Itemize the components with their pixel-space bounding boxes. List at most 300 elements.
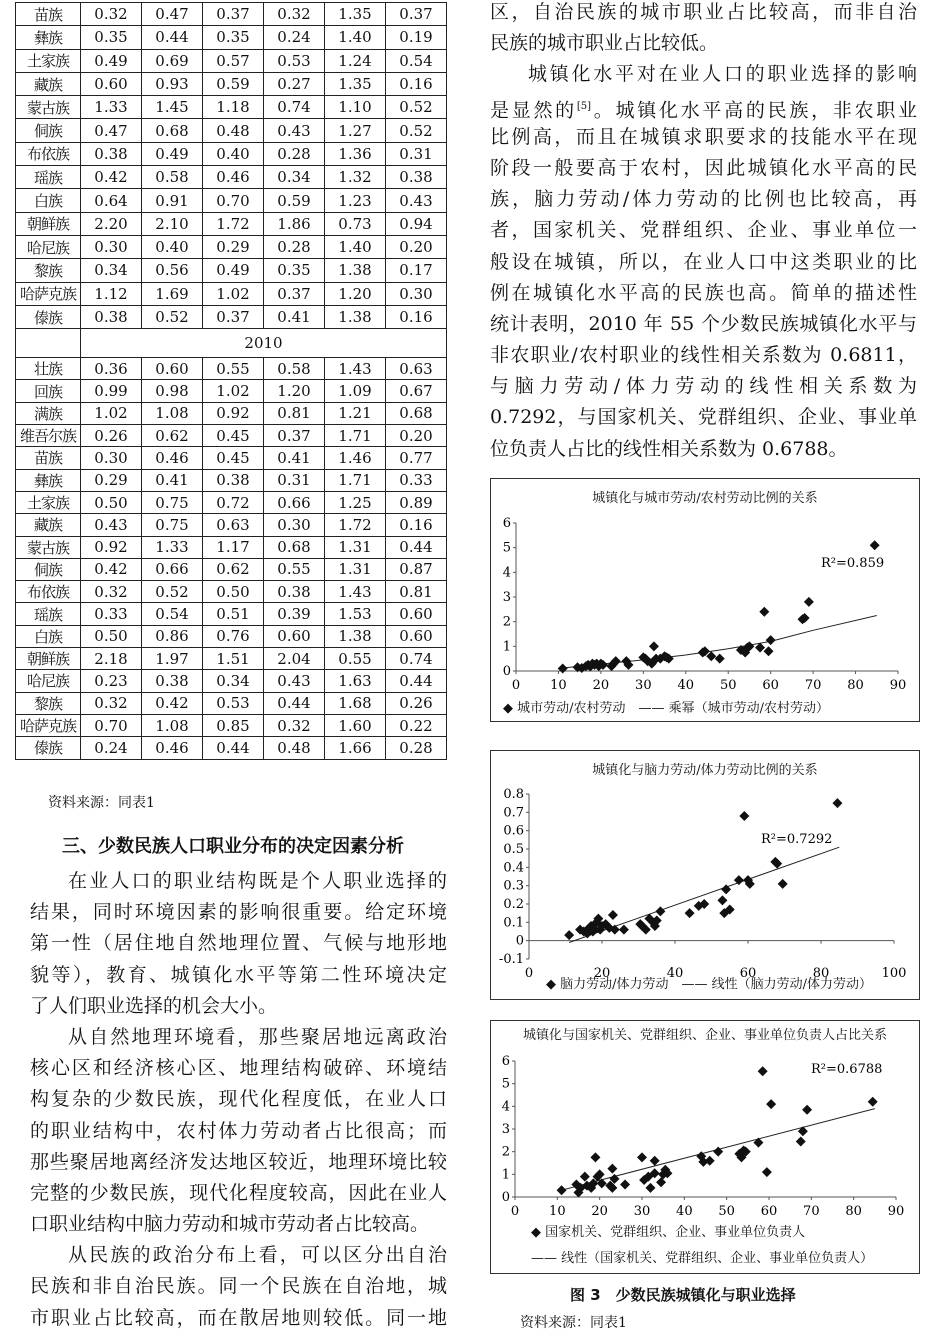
data-point <box>564 930 574 940</box>
table-cell: 0.44 <box>386 536 447 558</box>
x-tick-label: 0 <box>524 966 534 981</box>
text-line: 那些聚居地离经济发达地区较近，地理环境比较 <box>30 1150 447 1173</box>
line-marker-icon: —— <box>531 1251 562 1266</box>
text-line: 结果，同时环境因素的影响很重要。给定环境 <box>30 901 447 924</box>
table-row <box>16 259 447 282</box>
table-cell: 0.50 <box>203 581 264 603</box>
table-cell: 0.86 <box>142 625 203 647</box>
text-line: 阶段一般要高于农村，因此城镇化水平高的民 <box>490 156 917 179</box>
table-cell: 0.46 <box>142 737 203 759</box>
table-cell: 0.68 <box>386 402 447 424</box>
table-row <box>16 26 447 49</box>
table-cell: 0.24 <box>264 26 325 49</box>
table-cell: 0.43 <box>264 119 325 142</box>
legend-label: 线性（脑力劳动/体力劳动） <box>711 977 873 992</box>
x-tick-label: 80 <box>845 1204 862 1219</box>
table-cell: 0.45 <box>203 447 264 469</box>
data-point <box>645 1183 655 1193</box>
data-point <box>717 895 727 905</box>
ethnic-group-cell: 苗族 <box>16 447 81 469</box>
table-cell: 0.38 <box>142 670 203 692</box>
table-cell: 0.37 <box>203 3 264 26</box>
table-cell: 1.17 <box>203 536 264 558</box>
table-cell: 1.72 <box>203 212 264 235</box>
y-tick-label: 5 <box>501 1076 510 1092</box>
data-point <box>766 635 776 645</box>
ethnic-group-cell: 白族 <box>16 189 81 212</box>
table-cell: 0.34 <box>81 259 142 282</box>
y-tick-label: 0.6 <box>503 823 524 839</box>
figure-source: 资料来源：同表1 <box>520 1315 627 1331</box>
data-point <box>802 1105 812 1115</box>
table-cell: 0.85 <box>203 714 264 736</box>
table-cell: 0.20 <box>386 425 447 447</box>
table-cell: 0.58 <box>264 358 325 380</box>
table-cell: 1.72 <box>325 514 386 536</box>
ethnic-group-cell: 苗族 <box>16 3 81 26</box>
table-cell: 0.26 <box>386 692 447 714</box>
table-cell: 0.37 <box>203 305 264 328</box>
x-tick-label: 0 <box>511 678 521 693</box>
ethnic-group-cell: 彝族 <box>16 469 81 491</box>
table-cell: 0.76 <box>203 625 264 647</box>
y-tick-label: 0.2 <box>503 897 524 912</box>
table-cell: 1.25 <box>325 491 386 513</box>
table-row <box>16 491 447 513</box>
table-cell: 0.99 <box>81 380 142 402</box>
line-marker-icon: —— <box>625 701 669 716</box>
legend-series <box>531 1221 805 1240</box>
table-cell: 0.27 <box>264 72 325 95</box>
table-cell: 1.23 <box>325 189 386 212</box>
ethnic-group-cell: 布依族 <box>16 581 81 603</box>
ethnic-group-cell: 蒙古族 <box>16 536 81 558</box>
table-cell: 0.41 <box>142 469 203 491</box>
table-row <box>16 536 447 558</box>
table-cell: 1.20 <box>264 380 325 402</box>
table-cell: 0.28 <box>264 142 325 165</box>
table-cell: 0.66 <box>142 558 203 580</box>
data-point <box>758 1066 768 1076</box>
table-cell: 0.32 <box>264 3 325 26</box>
table-cell: 1.02 <box>81 402 142 424</box>
table-cell: 0.45 <box>203 425 264 447</box>
table-cell: 2.18 <box>81 648 142 670</box>
x-tick-label: 80 <box>812 966 830 981</box>
text-line: 市职业占比较高，而在散居地则较低。同一地 <box>30 1306 447 1329</box>
table-cell: 0.37 <box>264 282 325 305</box>
table-cell: 1.71 <box>325 425 386 447</box>
table-row <box>16 737 447 759</box>
table-cell: 1.02 <box>203 282 264 305</box>
data-point <box>656 1177 666 1187</box>
data-point <box>759 607 769 617</box>
table-cell: 0.68 <box>264 536 325 558</box>
x-tick-label: 90 <box>887 1204 905 1219</box>
data-point <box>796 1136 806 1146</box>
ethnic-group-cell: 傣族 <box>16 305 81 328</box>
table-cell: 1.27 <box>325 119 386 142</box>
table-cell: 0.50 <box>81 625 142 647</box>
table-cell: 1.08 <box>142 402 203 424</box>
x-tick-label: 60 <box>739 966 757 981</box>
table-cell: 0.74 <box>264 96 325 119</box>
table-row <box>16 603 447 625</box>
table-cell: 0.38 <box>386 166 447 189</box>
line-marker-icon: —— <box>668 977 712 992</box>
data-point <box>870 540 880 550</box>
table-cell: 0.42 <box>142 692 203 714</box>
left-body-text <box>30 866 447 1334</box>
table-cell: 1.40 <box>325 235 386 258</box>
y-tick-label: 0 <box>502 664 511 679</box>
y-tick-label: 2 <box>502 614 511 630</box>
text-line: 统计表明，2010 年 55 个少数民族城镇化水平与 <box>490 312 917 335</box>
table-cell: 0.54 <box>142 603 203 625</box>
data-point <box>607 1164 617 1174</box>
table-cell: 1.46 <box>325 447 386 469</box>
text-line: 了人们职业选择的机会大小。 <box>30 994 278 1017</box>
ethnic-group-cell: 土家族 <box>16 491 81 513</box>
y-tick-label: 3 <box>502 590 511 605</box>
table-cell: 0.22 <box>386 714 447 736</box>
ethnic-group-cell: 哈尼族 <box>16 670 81 692</box>
data-point <box>620 1180 630 1190</box>
data-point <box>766 1099 776 1109</box>
table-cell: 0.94 <box>386 212 447 235</box>
table-cell: 1.09 <box>325 380 386 402</box>
table-cell: 0.30 <box>81 447 142 469</box>
table-cell: 0.55 <box>325 648 386 670</box>
table-cell: 0.35 <box>81 26 142 49</box>
text-line: 非农职业/农村职业的线性相关系数为 0.6811， <box>490 344 917 367</box>
table-cell: 0.52 <box>142 305 203 328</box>
ethnic-group-cell: 布依族 <box>16 142 81 165</box>
table-cell: 0.30 <box>264 514 325 536</box>
data-point <box>804 597 814 607</box>
data-point <box>637 1152 647 1162</box>
table-cell: 0.38 <box>81 142 142 165</box>
text-line: 核心区和经济核心区、地理结构破碎、环境结 <box>30 1057 447 1080</box>
table-cell: 0.44 <box>203 737 264 759</box>
y-tick-label: 6 <box>502 516 511 531</box>
table-cell: 0.17 <box>386 259 447 282</box>
table-cell: 0.40 <box>203 142 264 165</box>
data-point <box>715 654 725 664</box>
table-cell: 1.51 <box>203 648 264 670</box>
table-cell: 1.32 <box>325 166 386 189</box>
ethnic-group-cell: 哈萨克族 <box>16 714 81 736</box>
ethnic-group-cell: 黎族 <box>16 259 81 282</box>
table-cell: 0.68 <box>142 119 203 142</box>
table-cell: 0.77 <box>386 447 447 469</box>
table-row <box>16 358 447 380</box>
table-cell: 0.58 <box>142 166 203 189</box>
table-row <box>16 558 447 580</box>
table-cell: 0.63 <box>386 358 447 380</box>
y-tick-label: 0.3 <box>503 878 524 894</box>
table-cell: 1.63 <box>325 670 386 692</box>
data-point <box>778 879 788 889</box>
table-cell: 0.24 <box>81 737 142 759</box>
table-cell: 0.32 <box>264 714 325 736</box>
table-cell: 0.41 <box>264 447 325 469</box>
table-cell: 1.68 <box>325 692 386 714</box>
table-cell: 0.33 <box>81 603 142 625</box>
table-cell: 1.36 <box>325 142 386 165</box>
table-cell: 1.33 <box>81 96 142 119</box>
table-cell: 0.55 <box>203 358 264 380</box>
x-tick-label: 50 <box>719 678 737 693</box>
table-cell: 0.52 <box>386 119 447 142</box>
text-line: 比例高，而且在城镇求职要求的技能水平在现 <box>490 125 917 148</box>
table-cell: 1.02 <box>203 380 264 402</box>
table-cell: 0.32 <box>81 3 142 26</box>
table-cell: 1.24 <box>325 49 386 72</box>
table-cell: 0.62 <box>203 558 264 580</box>
right-body-text <box>490 0 917 465</box>
text-line: 般设在城镇，所以，在业人口中这类职业的比 <box>490 250 917 273</box>
diamond-marker-icon: ◆ <box>546 977 561 992</box>
table-cell: 0.16 <box>386 514 447 536</box>
table-cell: 1.60 <box>325 714 386 736</box>
table-cell: 0.29 <box>203 235 264 258</box>
x-tick-label: 80 <box>847 678 864 693</box>
table-cell: 0.98 <box>142 380 203 402</box>
text-line: 貌等），教育、城镇化水平等第二性环境决定 <box>30 963 447 986</box>
ethnic-group-cell: 藏族 <box>16 72 81 95</box>
citation-ref: [5] <box>576 100 592 112</box>
table-cell: 1.31 <box>325 558 386 580</box>
x-tick-label: 40 <box>677 678 695 693</box>
table-cell: 1.71 <box>325 469 386 491</box>
table-cell: 2.04 <box>264 648 325 670</box>
data-point <box>580 1172 590 1182</box>
x-tick-label: 100 <box>881 966 907 981</box>
table-row <box>16 469 447 491</box>
table-cell: 0.35 <box>203 26 264 49</box>
table-cell: 1.43 <box>325 581 386 603</box>
data-point <box>868 1097 878 1107</box>
table-cell: 0.57 <box>203 49 264 72</box>
data-point <box>705 1156 715 1166</box>
table-row <box>16 189 447 212</box>
text-segment: 。城镇化水平高的民族，非农职业 <box>591 98 917 121</box>
data-point <box>832 798 842 808</box>
chart-plot <box>491 479 919 731</box>
x-tick-label: 20 <box>593 966 611 981</box>
ethnic-group-cell: 藏族 <box>16 514 81 536</box>
ethnic-group-cell: 蒙古族 <box>16 96 81 119</box>
y-tick-label: 0.8 <box>503 787 524 802</box>
table-row <box>16 425 447 447</box>
table-row <box>16 447 447 469</box>
table-cell: 0.73 <box>325 212 386 235</box>
legend-trend <box>626 701 830 716</box>
table-cell: 0.23 <box>81 670 142 692</box>
table-cell: 0.30 <box>81 235 142 258</box>
x-tick-label: 10 <box>550 678 567 693</box>
ethnic-group-cell: 侗族 <box>16 558 81 580</box>
table-cell: 2.20 <box>81 212 142 235</box>
table-cell: 1.33 <box>142 536 203 558</box>
table-cell: 1.12 <box>81 282 142 305</box>
table-row <box>16 581 447 603</box>
year-label: 2010 <box>81 329 447 358</box>
x-tick-label: 70 <box>804 678 822 693</box>
ethnic-group-cell: 满族 <box>16 402 81 424</box>
y-tick-label: 0 <box>501 1190 510 1205</box>
table-cell: 0.49 <box>203 259 264 282</box>
table-cell: 0.49 <box>81 49 142 72</box>
table-cell: 0.93 <box>142 72 203 95</box>
table-row <box>16 235 447 258</box>
text-line: 从自然地理环境看，那些聚居地远离政治 <box>68 1025 447 1048</box>
table-cell: 0.62 <box>142 425 203 447</box>
ethnic-group-cell: 黎族 <box>16 692 81 714</box>
chart-title: 城镇化与城市劳动/农村劳动比例的关系 <box>592 491 818 506</box>
table-cell: 0.74 <box>386 648 447 670</box>
y-tick-label: 1 <box>502 639 511 655</box>
table-cell: 0.49 <box>142 142 203 165</box>
text-line: 位负责人占比的线性相关系数为 0.6788。 <box>490 437 848 460</box>
table-cell: 0.38 <box>264 581 325 603</box>
table-cell: 0.32 <box>81 581 142 603</box>
ethnic-group-cell: 彝族 <box>16 26 81 49</box>
table-cell: 0.37 <box>264 425 325 447</box>
text-line: 与脑力劳动/体力劳动的线性相关系数为 <box>490 375 917 398</box>
x-tick-label: 30 <box>633 1204 651 1219</box>
table-cell: 1.08 <box>142 714 203 736</box>
ethnic-group-cell: 哈尼族 <box>16 235 81 258</box>
data-point <box>753 1138 763 1148</box>
table-cell: 0.35 <box>264 259 325 282</box>
table-cell: 0.60 <box>264 625 325 647</box>
table-cell: 1.66 <box>325 737 386 759</box>
x-tick-label: 90 <box>889 678 907 693</box>
ethnic-group-cell: 回族 <box>16 380 81 402</box>
ethnic-group-cell: 瑶族 <box>16 603 81 625</box>
table-cell: 0.43 <box>81 514 142 536</box>
text-line: 构复杂的少数民族，现代化程度低，在业人口 <box>30 1088 447 1111</box>
table-cell: 0.20 <box>386 235 447 258</box>
y-tick-label: 0.4 <box>503 860 524 876</box>
chart-mental-physical-labor <box>490 750 920 1000</box>
data-point <box>558 664 568 674</box>
diamond-marker-icon: ◆ <box>503 701 518 716</box>
table-cell: 0.52 <box>142 581 203 603</box>
table-cell: 1.10 <box>325 96 386 119</box>
text-line: 民族的城市职业占比较低。 <box>490 32 719 55</box>
table-row <box>16 402 447 424</box>
table-source: 资料来源：同表1 <box>48 795 155 811</box>
table-cell: 0.60 <box>81 72 142 95</box>
table-cell: 0.60 <box>386 603 447 625</box>
table-cell: 0.37 <box>386 3 447 26</box>
table-cell: 0.42 <box>81 166 142 189</box>
table-cell: 1.21 <box>325 402 386 424</box>
table-cell: 0.55 <box>264 558 325 580</box>
ethnic-group-cell: 哈萨克族 <box>16 282 81 305</box>
chart-plot <box>491 751 919 1003</box>
y-tick-label: 4 <box>501 1099 510 1115</box>
x-tick-label: 60 <box>762 678 779 693</box>
table-cell: 1.43 <box>325 358 386 380</box>
data-point <box>762 1167 772 1177</box>
text-line: 第一性（居住地自然地理位置、气候与地形地 <box>30 932 447 955</box>
y-tick-label: 0.7 <box>503 805 524 821</box>
table-cell: 0.46 <box>142 447 203 469</box>
table-cell: 0.16 <box>386 72 447 95</box>
table-cell: 0.31 <box>264 469 325 491</box>
table-cell: 0.47 <box>81 119 142 142</box>
legend-label: 线性（国家机关、党群组织、企业、事业单位负责人） <box>561 1251 874 1266</box>
table-cell: 0.28 <box>264 235 325 258</box>
table-cell: 0.36 <box>81 358 142 380</box>
r-squared-label: R²=0.6788 <box>811 1062 883 1077</box>
y-tick-label: 4 <box>502 565 511 581</box>
table-cell: 1.38 <box>325 259 386 282</box>
table-cell: 0.63 <box>203 514 264 536</box>
table-cell: 0.43 <box>386 189 447 212</box>
table-row <box>16 625 447 647</box>
x-tick-label: 70 <box>803 1204 820 1219</box>
text-segment: 是显然的 <box>490 98 577 121</box>
table-cell: 2.10 <box>142 212 203 235</box>
table-row <box>16 119 447 142</box>
table-cell: 1.45 <box>142 96 203 119</box>
ethnic-group-cell: 维吾尔族 <box>16 425 81 447</box>
table-cell: 0.92 <box>203 402 264 424</box>
data-point <box>590 1152 600 1162</box>
data-point <box>608 910 618 920</box>
table-cell: 1.20 <box>325 282 386 305</box>
table-cell: 0.50 <box>81 491 142 513</box>
table-cell: 0.19 <box>386 26 447 49</box>
table-cell: 0.59 <box>264 189 325 212</box>
r-squared-label: R²=0.859 <box>821 556 885 571</box>
table-cell: 0.89 <box>386 491 447 513</box>
table-cell: 0.39 <box>264 603 325 625</box>
text-line: 例在城镇化水平高的民族也高。简单的描述性 <box>490 281 917 304</box>
table-cell: 0.87 <box>386 558 447 580</box>
x-tick-label: 40 <box>676 1204 693 1219</box>
table-cell: 0.44 <box>386 670 447 692</box>
table-row <box>16 212 447 235</box>
x-tick-label: 60 <box>760 1204 778 1219</box>
table-cell: 1.53 <box>325 603 386 625</box>
data-point <box>739 811 749 821</box>
legend-label: 城市劳动/农村劳动 <box>517 701 626 716</box>
text-line: 者，国家机关、党群组织、企业、事业单位一 <box>490 219 917 242</box>
table-cell: 0.43 <box>264 670 325 692</box>
table-cell: 0.75 <box>142 514 203 536</box>
chart-urban-rural-labor <box>490 478 920 722</box>
legend-series <box>546 973 872 992</box>
table-cell: 0.32 <box>81 692 142 714</box>
data-point <box>557 1185 567 1195</box>
y-tick-label: 6 <box>501 1054 510 1069</box>
chart-officials-share <box>490 1020 920 1274</box>
table-cell: 0.41 <box>264 305 325 328</box>
y-tick-label: 0.5 <box>503 842 524 857</box>
text-line: 在业人口的职业结构既是个人职业选择的 <box>68 870 447 892</box>
y-tick-label: 5 <box>502 540 511 556</box>
table-cell: 0.16 <box>386 305 447 328</box>
data-point <box>655 906 665 916</box>
table-cell: 0.69 <box>142 49 203 72</box>
ethnic-group-cell: 壮族 <box>16 358 81 380</box>
